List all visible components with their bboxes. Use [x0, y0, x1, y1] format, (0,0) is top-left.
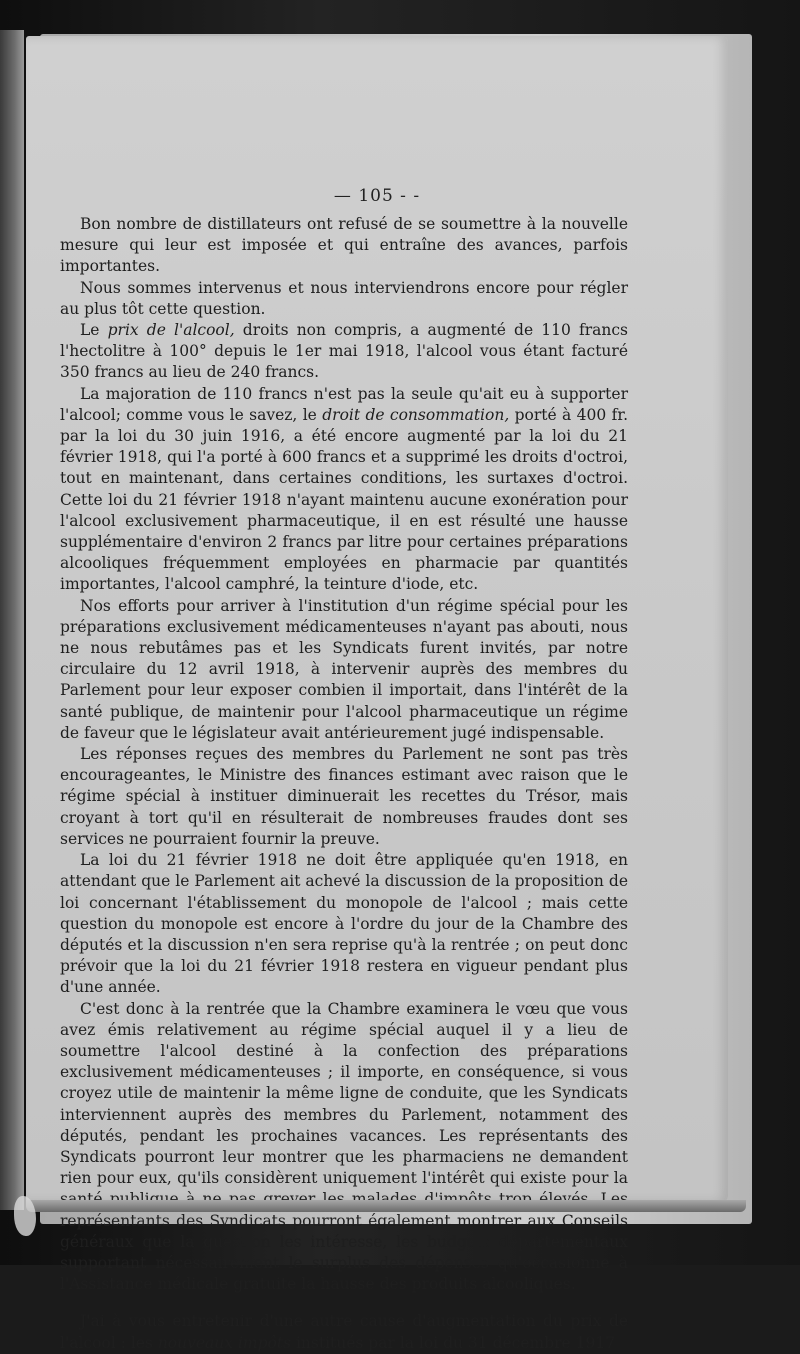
text-body	[60, 214, 628, 1354]
left-page-edge	[0, 30, 24, 1210]
paragraph-3	[60, 320, 628, 384]
paragraph-text: Nous sommes intervenus et nous interviendrons encore pour régler au plus tôt cette question.	[60, 278, 628, 318]
paragraph-emphasis: nouveaux impôts	[157, 1333, 292, 1352]
paragraph-text: institués par la loi du 31 décembre 1917	[291, 1333, 616, 1352]
paragraph-lead: J'ai à vous entretenir d'une autre cause d'augmentation du prix de l'alcool : les	[60, 1312, 628, 1352]
paragraph-2	[60, 278, 628, 320]
paragraph-text: La loi du 21 février 1918 ne doit être appliquée qu'en 1918, en attendant que le Parlement ait achevé la discussion de la proposition de loi concernant l'établissement du monopole de l'alcool ; mais cette question du monopole est encore à l'ordre du jour de la Chambre des députés et la discussion n'en sera reprise qu'à la rentrée ; on peut donc prévoir que la loi du 21 février 1918 restera en vigueur pendant plus d'une année.	[60, 851, 628, 997]
paragraph-lead: Le	[80, 321, 108, 340]
paragraph-5	[60, 596, 628, 744]
paragraph-4	[60, 384, 628, 596]
paragraph-text: Bon nombre de distillateurs ont refusé de se soumettre à la nouvelle mesure qui leur est imposée et qui entraîne des avances, parfois importantes.	[60, 215, 628, 276]
document-page	[26, 36, 728, 1352]
paragraph-text: porté à 400 fr. par la loi du 30 juin 1916, a été encore augmenté par la loi du 21 février 1918, qui l'a porté à 600 francs et a supprimé les droits d'octroi, tout en maintenant, dans certaines conditions, les surtaxes d'octroi. Cette loi du 21 février 1918 n'ayant maintenu aucune exonération pour l'alcool exclusivement pharmaceutique, il en est résulté une hausse supplémentaire d'environ 2 francs par litre pour certaines préparations alcooliques fréquemment employées en pharmacie par quantités importantes, l'alcool camphré, la teinture d'iode, etc.	[60, 405, 628, 594]
paragraph-1	[60, 214, 628, 278]
paragraph-text: C'est donc à la rentrée que la Chambre examinera le vœu que vous avez émis relativement au régime spécial auquel il y a lieu de soumettre l'alcool destiné à la confection des préparations exclusivement médicamenteuses ; il importe, en conséquence, si vous croyez utile de maintenir la même ligne de conduite, que les Syndicats interviennent auprès des membres du Parlement, notamment des députés, pendant les prochaines vacances. Les représentants des Syndicats pourront leur montrer que les pharmaciens ne demandent rien pour eux, qu'ils considèrent uniquement l'intérêt qui existe pour la représentants des Syndicats pourront également montrer aux Conseils généraux que la question les intéresse, les budgets départementaux supportant nécessairement le surplus des dépenses qu'occasionne à l'Assistance médicale gratuite la hausse des produits alcooliques.	[60, 999, 628, 1294]
paragraph-6	[60, 744, 628, 850]
paragraph-7	[60, 850, 628, 998]
paragraph-emphasis: prix de l'alcool,	[107, 321, 235, 340]
paragraph-8	[60, 999, 628, 1296]
paragraph-text: droits non compris, a augmenté de 110 francs l'hectolitre à 100° depuis le 1er mai 1918, l'alcool vous étant facturé 350 francs au lieu de 240 francs.	[60, 321, 628, 382]
paragraph-text: Les réponses reçues des membres du Parlement ne sont pas très encourageantes, le Ministre des finances estimant avec raison que le régime spécial à instituer diminuerait les recettes du Trésor, mais croyant à tort qu'il en résulterait de nombreuses fraudes dont ses services ne pourraient fournir la preuve.	[60, 745, 628, 848]
paragraph-text: Nos efforts pour arriver à l'institution d'un régime spécial pour les préparations exclusivement médicamenteuses n'ayant pas abouti, nous ne nous rebutâmes pas et les Syndicats furent invités, par notre circulaire du 12 avril 1918, à intervenir auprès des membres du Parlement pour leur exposer combien il importait, dans l'intérêt de la santé publique, de maintenir pour l'alcool pharmaceutique un régime de faveur que le législateur avait antérieurement jugé indispensable.	[60, 596, 628, 742]
paragraph-9	[60, 1311, 628, 1353]
paragraph-emphasis: droit de consommation,	[322, 405, 510, 424]
page-number: — 105 - -	[333, 186, 421, 206]
paragraph-lead: La majoration de 110 francs n'est pas la seule qu'ait eu à supporter l'alcool; comme vous le savez, le	[60, 384, 628, 424]
page-bottom-edge	[26, 1200, 746, 1212]
